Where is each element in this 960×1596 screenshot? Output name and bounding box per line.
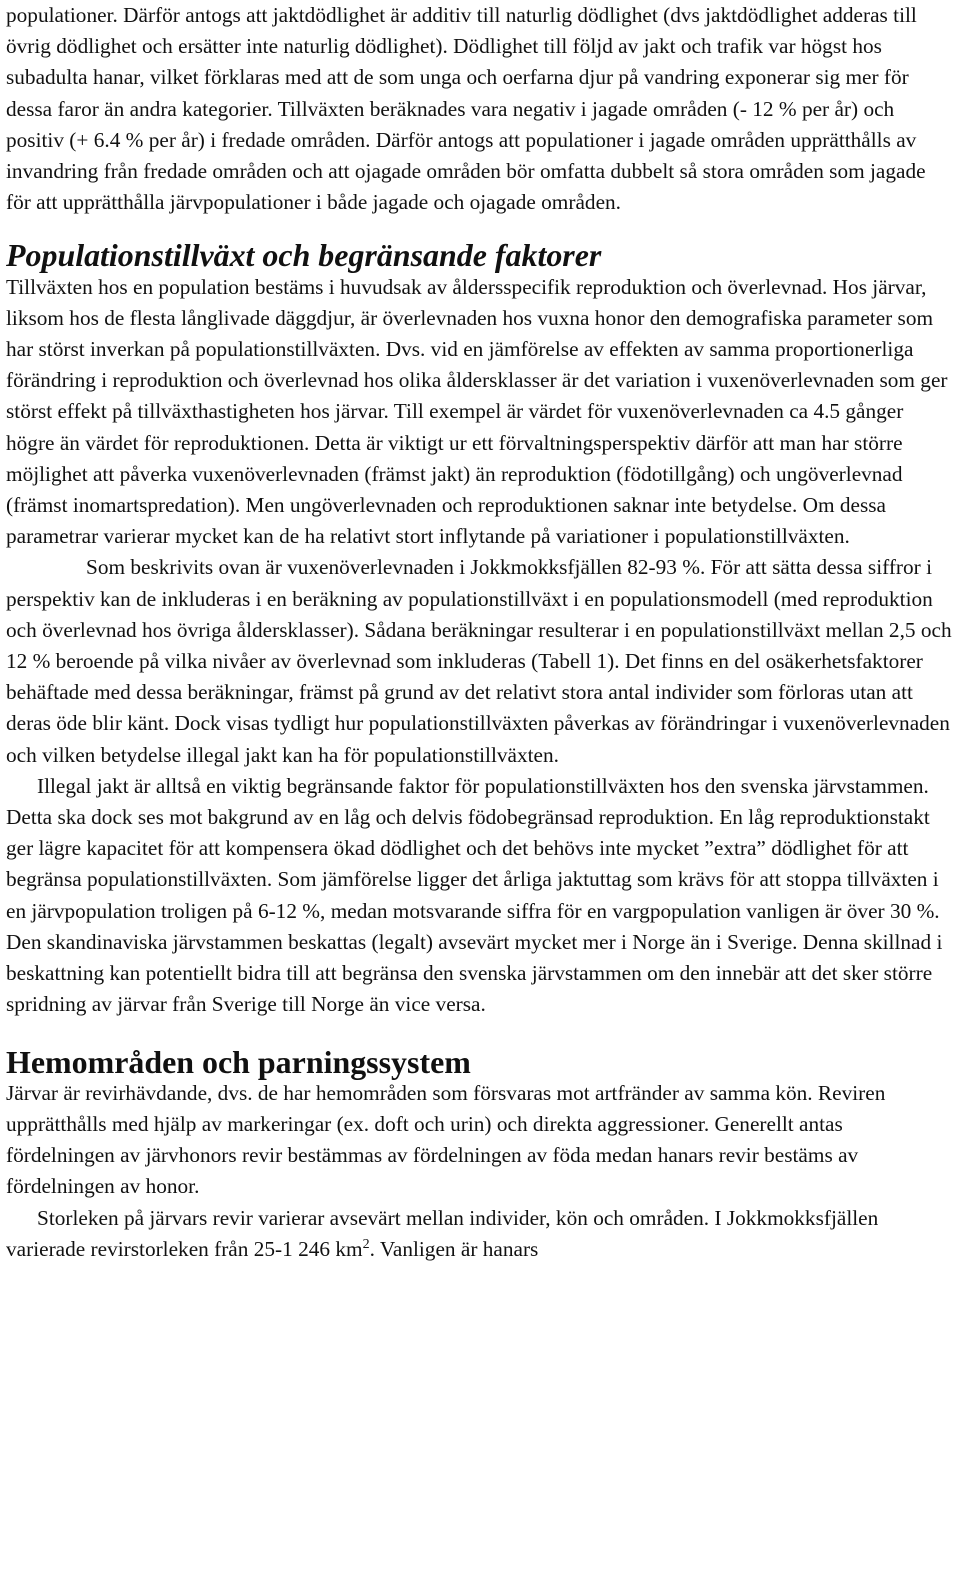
paragraph-growth-3: Illegal jakt är alltså en viktig begränsande faktor för populationstillväxten hos den svenska järvstammen. Detta ska dock ses mot bakgrund av en låg och delvis födobegränsad reproduktion. En låg reproduktionstakt ger lägre kapacitet för att kompensera ökad dödlighet och det behövs inte mycket ”extra” dödlighet för att begränsa populationstillväxten. Som jämförelse ligger det årliga jaktuttag som krävs för att stoppa tillväxten i en järvpopulation troligen på 6-12 %, medan motsvarande siffra för en vargpopulation vanligen är över 30 %. Den skandinaviska järvstammen beskattas (legalt) avsevärt mycket mer i Norge än i Sverige. Denna skillnad i beskattning kan potentiellt bidra till att begränsa den svenska järvstammen om den innebär att det sker större spridning av järvar från Sverige till Norge än vice versa. <box>6 773 943 1017</box>
superscript-2: 2 <box>362 1236 370 1252</box>
paragraph-home-ranges-2 <box>6 1203 954 1265</box>
paragraph-home-ranges-2-start: Storleken på järvars revir varierar avsevärt mellan individer, kön och områden. I Jokkmokksfjällen varierade revirstorleken från 25-1 246 km <box>6 1205 879 1261</box>
paragraph-home-ranges-1: Järvar är revirhävdande, dvs. de har hemområden som försvaras mot artfränder av samma kön. Reviren upprätthålls med hjälp av markeringar (ex. doft och urin) och direkta aggressioner. Generellt antas fördelningen av järvhonors revir bestämmas av fördelningen av föda medan hanars revir bestäms av fördelningen av honor. <box>6 1080 886 1199</box>
section-heading-home-ranges: Hemområden och parningssystem <box>6 1044 471 1080</box>
document-page <box>6 0 954 1265</box>
paragraph-growth-2: Som beskrivits ovan är vuxenöverlevnaden i Jokkmokksfjällen 82-93 %. För att sätta dessa siffror i perspektiv kan de inkluderas i en beräkning av populationstillväxt i en populationsmodell (med reproduktion och överlevnad hos övriga åldersklasser). Sådana beräkningar resulterar i en populationstillväxt mellan 2,5 och 12 % beroende på vilka nivåer av överlevnad som inkluderas (Tabell 1). Det finns en del osäkerhetsfaktorer behäftade med dessa beräkningar, främst på grund av det relativt stora antal individer som förloras utan att deras öde blir känt. Dock visas tydligt hur populationstillväxten påverkas av förändringar i vuxenöverlevnaden och vilken betydelse illegal jakt kan ha för populationstillväxten. <box>6 555 952 767</box>
section-heading-population-growth: Populationstillväxt och begränsande faktorer <box>6 238 602 274</box>
intro-paragraph: populationer. Därför antogs att jaktdödlighet är additiv till naturlig dödlighet (dvs jaktdödlighet adderas till övrig dödlighet och ersätter inte naturlig dödlighet). Dödlighet till följd av jakt och trafik var högst hos subadulta hanar, vilket förklaras med att de som unga och oerfarna djur på vandring exponerar sig mer för dessa faror än andra kategorier. Tillväxten beräknades vara negativ i jagade områden (- 12 % per år) och positiv (+ 6.4 % per år) i fredade områden. Därför antogs att populationer i jagade områden upprätthålls av invandring från fredade områden och att ojagade områden bör omfatta dubbelt så stora områden som jagade för att upprätthålla järvpopulationer i både jagade och ojagade områden. <box>6 3 926 215</box>
paragraph-growth-1: Tillväxten hos en population bestäms i huvudsak av åldersspecifik reproduktion och överlevnad. Hos järvar, liksom hos de flesta långlivade däggdjur, är överlevnaden hos vuxna honor den demografiska parameter som har störst inverkan på populationstillväxten. Dvs. vid en jämförelse av effekten av samma proportionerliga förändring i reproduktion och överlevnad hos olika åldersklasser är det variation i vuxenöverlevnaden som ger störst effekt på tillväxthastigheten hos järvar. Till exempel är värdet för vuxenöverlevnaden ca 4.5 gånger högre än värdet för reproduktionen. Detta är viktigt ur ett förvaltningsperspektiv därför att man har större möjlighet att påverka vuxenöverlevnaden (främst jakt) än reproduktion (födotillgång) och ungöverlevnad (främst inomartspredation). Men ungöverlevnaden och reproduktionen saknar inte betydelse. Om dessa parametrar varierar mycket kan de ha relativt stort inflytande på variationer i populationstillväxten. <box>6 274 948 549</box>
paragraph-home-ranges-2-end: . Vanligen är hanars <box>369 1236 539 1261</box>
